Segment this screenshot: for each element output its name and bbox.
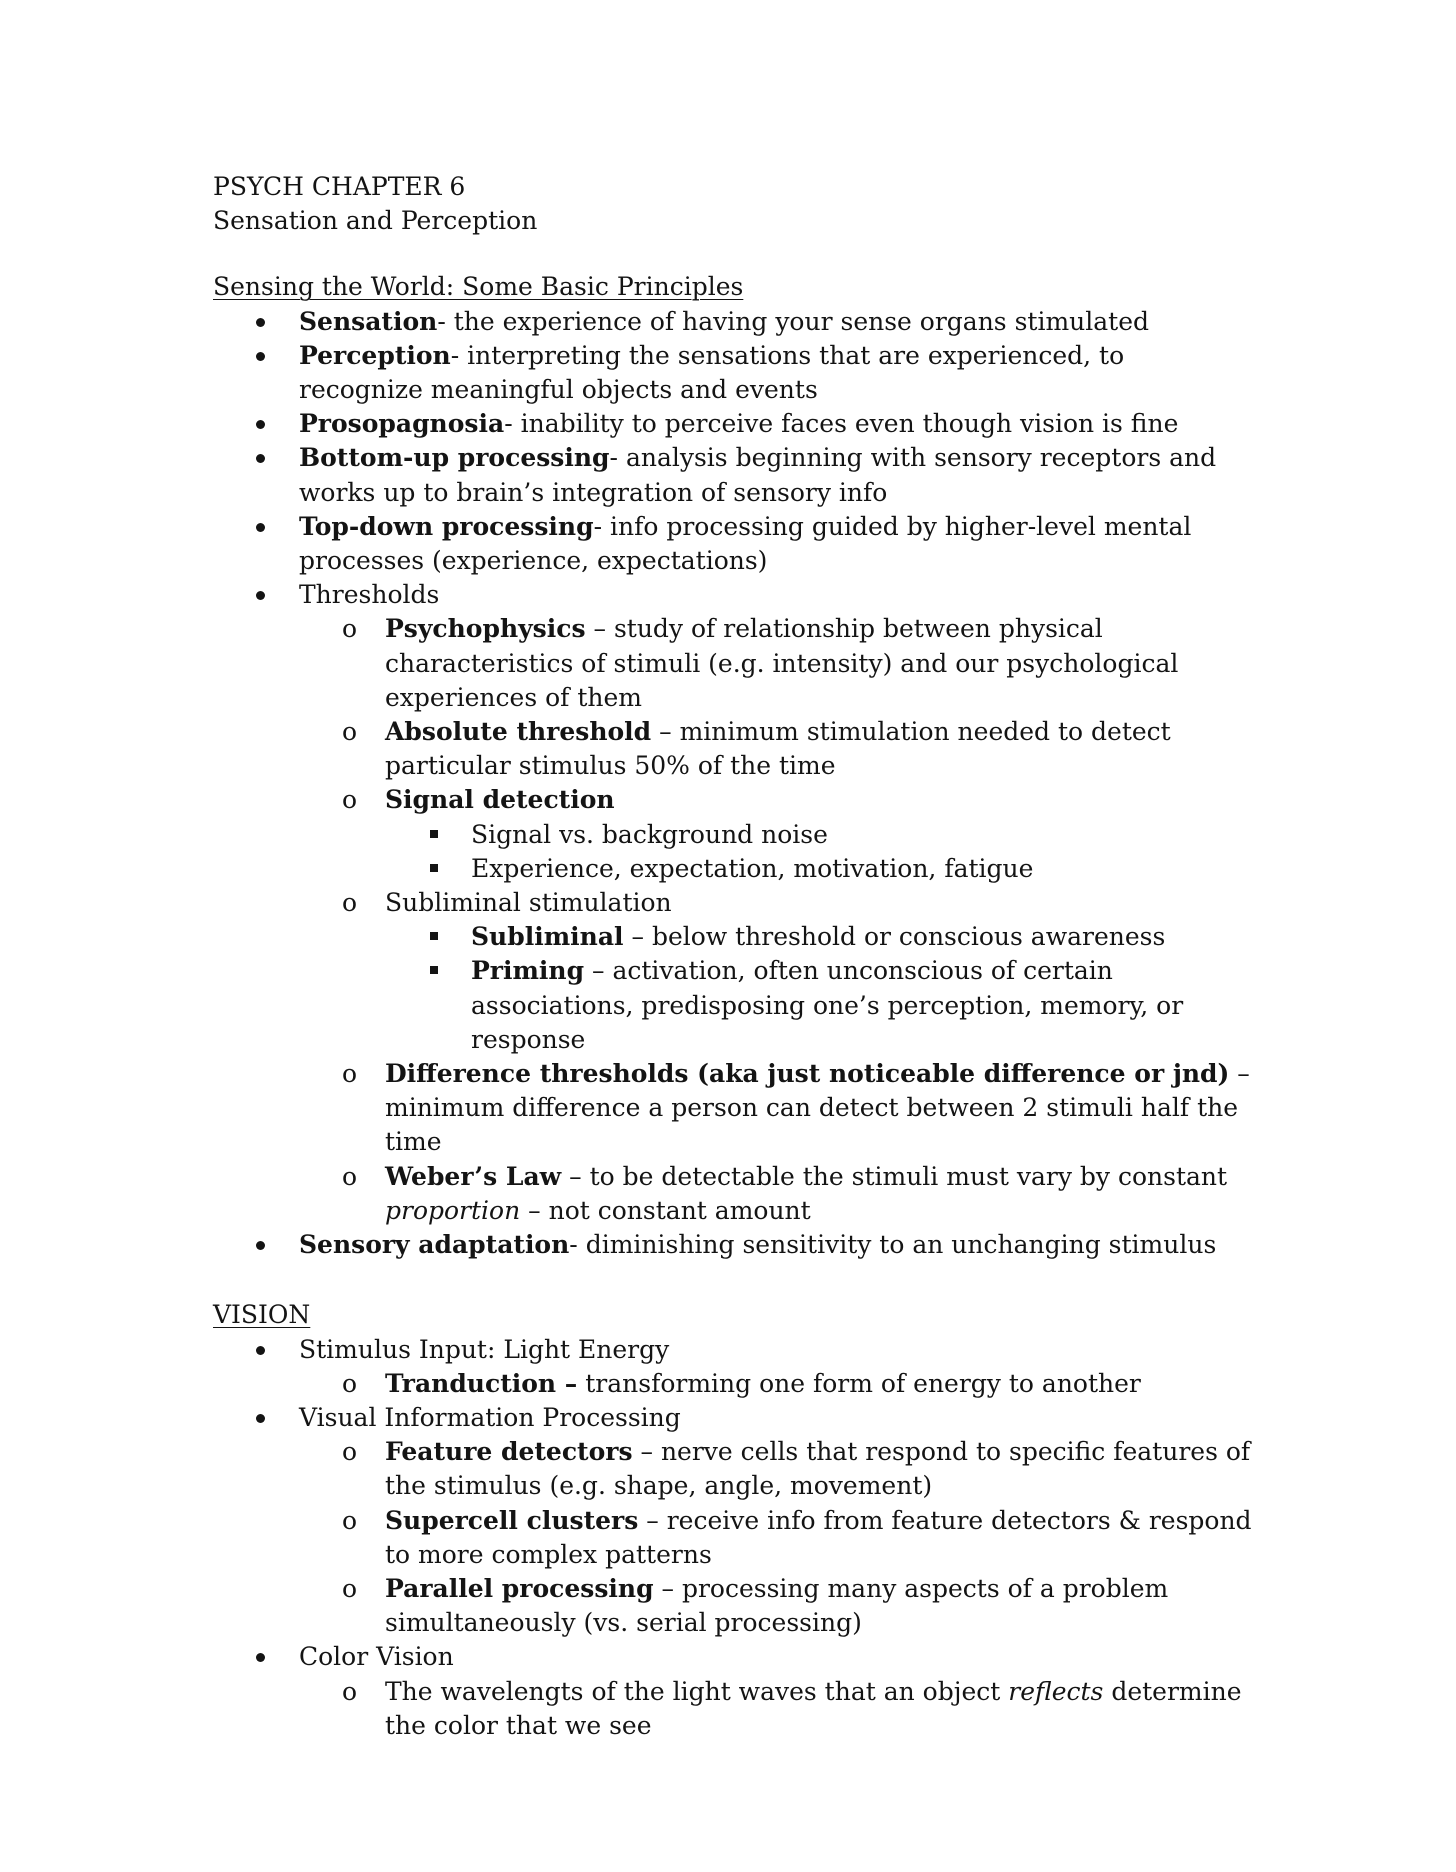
notes-sections [213, 270, 1253, 1743]
item-term: Parallel processing [385, 1573, 654, 1603]
document-subtitle: Sensation and Perception [213, 206, 538, 236]
document-title: PSYCH CHAPTER 6 [213, 172, 466, 201]
item-text [299, 305, 1253, 339]
circle-marker: o [342, 614, 358, 644]
item-separator: - [569, 1230, 586, 1260]
item-separator: – [623, 922, 652, 952]
item-term: Signal detection [385, 785, 615, 815]
item-definition: inability to perceive faces even though vision is fine [520, 409, 1179, 439]
item-definition: Color Vision [299, 1642, 454, 1672]
item-definition: Stimulus Input: Light Energy [299, 1334, 670, 1364]
item-separator: - [593, 511, 610, 541]
item-definition: minimum stimulation needed to detect particular stimulus 50% of the time [385, 717, 1171, 781]
nested-list [213, 1675, 1253, 1743]
item-text [299, 1640, 1253, 1674]
bullet-list [213, 1333, 1253, 1743]
item-text [299, 1504, 1253, 1572]
item-term: Weber’s Law [385, 1161, 562, 1191]
item-separator: – [638, 1505, 667, 1535]
item-definition: activation, often unconscious of certain associations, predisposing one’s perception, memory, or response [471, 956, 1184, 1054]
item-text [299, 612, 1253, 715]
item-text [299, 339, 1253, 407]
item-text [299, 818, 1253, 852]
item-text [299, 852, 1253, 886]
bullet-marker [256, 1653, 265, 1662]
item-separator: – [651, 717, 680, 747]
item-text [299, 1057, 1253, 1160]
item-term: Difference thresholds (aka just noticeable difference or jnd) [385, 1059, 1230, 1089]
sub-sub-item [213, 818, 1253, 852]
item-emphasis: proportion [385, 1195, 521, 1225]
item-term: Prosopagnosia [299, 409, 505, 439]
item-text [299, 578, 1253, 612]
item-separator: – [1229, 1059, 1250, 1089]
item-definition: info processing guided by higher-level mental processes (experience, expectations) [299, 511, 1192, 576]
item-definition: the experience of having your sense organs stimulated [453, 306, 1149, 336]
sub-item [213, 1572, 1253, 1640]
circle-marker: o [342, 1573, 358, 1603]
sub-item [213, 1160, 1253, 1228]
item-term: Perception [299, 340, 451, 370]
bullet-item [213, 339, 1253, 407]
item-definition: Experience, expectation, motivation, fatigue [471, 853, 1034, 883]
item-definition: Subliminal stimulation [385, 888, 672, 918]
item-definition: Visual Information Processing [299, 1402, 681, 1432]
item-text [299, 1572, 1253, 1640]
sub-sub-item [213, 954, 1253, 1057]
item-text [299, 920, 1253, 954]
circle-marker: o [342, 1059, 358, 1089]
bullet-item [213, 1333, 1253, 1367]
square-marker [430, 830, 438, 838]
square-marker [430, 932, 438, 940]
bullet-item [213, 305, 1253, 339]
item-definition: minimum difference a person can detect between 2 stimuli half the time [385, 1093, 1239, 1157]
bullet-item [213, 1640, 1253, 1674]
nested-list [213, 612, 1253, 1228]
item-definition: study of relationship between physical characteristics of stimuli (e.g. intensity) and our psychological experiences of them [385, 614, 1179, 712]
item-term: Feature detectors [385, 1437, 633, 1467]
sub-sub-item [213, 920, 1253, 954]
item-term: Subliminal [471, 922, 624, 952]
bullet-marker [256, 591, 265, 600]
item-term: Absolute threshold [385, 717, 652, 747]
item-term: Tranduction – [385, 1368, 578, 1398]
circle-marker: o [342, 1368, 358, 1398]
item-definition: Signal vs. background noise [471, 819, 828, 849]
sub-item [213, 715, 1253, 783]
bullet-list [213, 305, 1253, 1263]
item-text [299, 510, 1253, 578]
sub-item [213, 1435, 1253, 1503]
item-definition: The wavelengts of the light waves that an object [385, 1676, 1009, 1706]
section-gap [213, 1262, 1253, 1298]
item-definition: transforming one form of energy to another [585, 1368, 1141, 1398]
bullet-item [213, 1228, 1253, 1262]
square-marker [430, 864, 438, 872]
bullet-item [213, 1401, 1253, 1435]
sub-item [213, 783, 1253, 817]
item-text [299, 1228, 1253, 1262]
bullet-marker [256, 420, 265, 429]
item-separator: – [561, 1161, 590, 1191]
item-term: Top-down processing [299, 511, 594, 541]
nested-list [213, 1435, 1253, 1640]
item-separator: - [437, 306, 454, 336]
circle-marker: o [342, 785, 358, 815]
circle-marker: o [342, 1161, 358, 1191]
sub-item [213, 612, 1253, 715]
circle-marker: o [342, 888, 358, 918]
sub-sub-item [213, 852, 1253, 886]
nested-list [213, 818, 1253, 886]
item-definition-tail: determine the color that we see [385, 1676, 1242, 1740]
item-term: Priming [471, 956, 585, 986]
circle-marker: o [342, 1437, 358, 1467]
bullet-marker [256, 1241, 265, 1250]
square-marker [430, 966, 438, 974]
item-separator: – [632, 1437, 661, 1467]
item-text [299, 954, 1253, 1057]
sub-item [213, 1675, 1253, 1743]
item-term: Sensory adaptation [299, 1230, 570, 1260]
item-text [299, 1367, 1253, 1401]
circle-marker: o [342, 1505, 358, 1535]
bullet-marker [256, 318, 265, 327]
item-text [299, 441, 1253, 509]
item-definition: processing many aspects of a problem simultaneously (vs. serial processing) [385, 1573, 1169, 1638]
item-separator: - [609, 443, 626, 473]
circle-marker: o [342, 1676, 358, 1706]
circle-marker: o [342, 717, 358, 747]
bullet-item [213, 578, 1253, 612]
item-text [299, 715, 1253, 783]
item-separator: – [585, 614, 614, 644]
item-definition: diminishing sensitivity to an unchanging stimulus [585, 1230, 1217, 1260]
item-definition: Thresholds [299, 580, 440, 610]
item-emphasis: reflects [1008, 1676, 1104, 1706]
document-body [213, 170, 1253, 1743]
item-term: Sensation [299, 306, 438, 336]
bullet-item [213, 441, 1253, 509]
item-separator: – [653, 1573, 682, 1603]
sub-item [213, 886, 1253, 920]
item-separator: – [584, 956, 613, 986]
bullet-item [213, 407, 1253, 441]
nested-list [213, 920, 1253, 1057]
item-separator: - [504, 409, 521, 439]
item-text [299, 1435, 1253, 1503]
item-text [299, 1401, 1253, 1435]
bullet-item [213, 510, 1253, 578]
bullet-marker [256, 454, 265, 463]
item-text [299, 1160, 1253, 1228]
section-heading: Sensing the World: Some Basic Principles [213, 272, 744, 302]
sub-item [213, 1367, 1253, 1401]
item-text [299, 1333, 1253, 1367]
bullet-marker [256, 1414, 265, 1423]
item-text [299, 886, 1253, 920]
sub-item [213, 1057, 1253, 1160]
item-term: Supercell clusters [385, 1505, 639, 1535]
item-definition: below threshold or conscious awareness [651, 922, 1166, 952]
item-separator: - [450, 340, 468, 370]
bullet-marker [256, 523, 265, 532]
item-definition: interpreting the sensations that are experienced, to recognize meaningful objects and events [299, 340, 1125, 405]
item-text [299, 783, 1253, 817]
item-definition-tail: – not constant amount [520, 1195, 811, 1225]
item-definition: analysis beginning with sensory receptors and works up to brain’s integration of sensory info [299, 443, 1217, 507]
item-term: Bottom-up processing [299, 443, 610, 473]
item-term: Psychophysics [385, 614, 586, 644]
item-definition: receive info from feature detectors & respond to more complex patterns [385, 1505, 1252, 1569]
bullet-marker [256, 352, 265, 361]
item-definition: nerve cells that respond to specific features of the stimulus (e.g. shape, angle, movement) [385, 1437, 1251, 1501]
item-definition: to be detectable the stimuli must vary by constant [589, 1161, 1228, 1191]
item-text [299, 407, 1253, 441]
bullet-marker [256, 1346, 265, 1355]
nested-list [213, 1367, 1253, 1401]
sub-item [213, 1504, 1253, 1572]
item-text [299, 1675, 1253, 1743]
section-heading: VISION [213, 1300, 311, 1330]
